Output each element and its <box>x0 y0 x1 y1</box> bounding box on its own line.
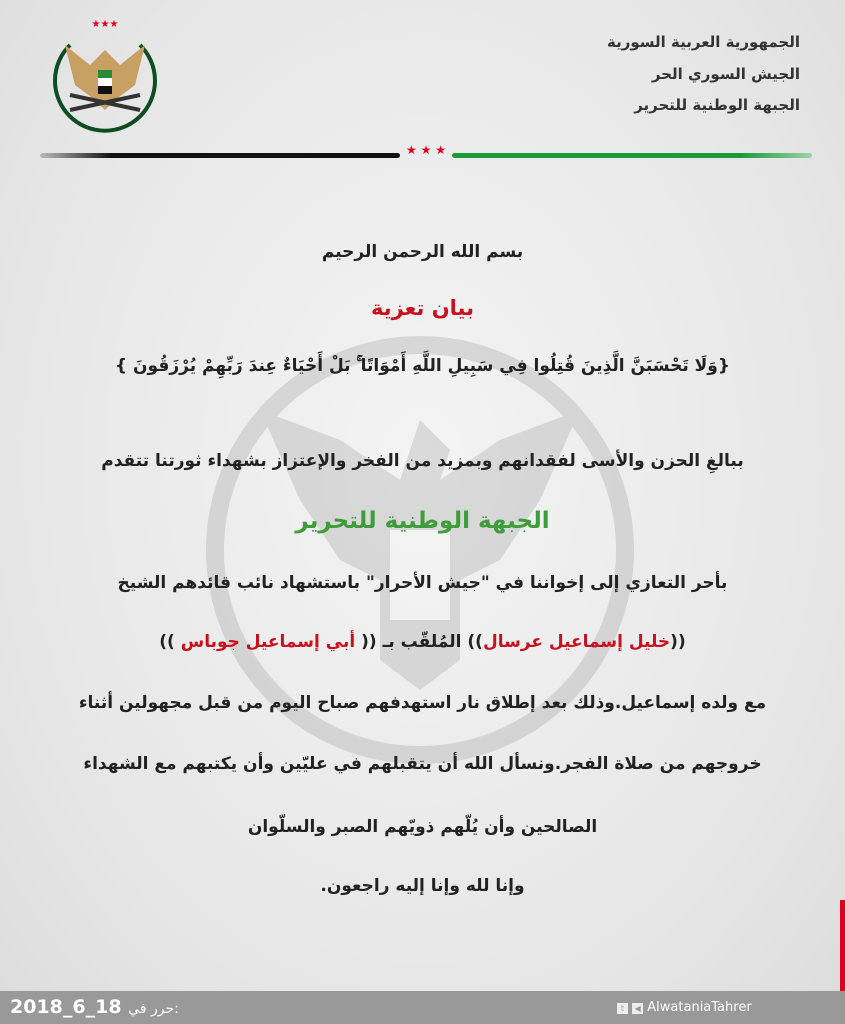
footer-bar <box>0 991 845 1024</box>
basmala: بسم الله الرحمن الرحيم <box>321 242 524 262</box>
statement-title: بيان تعزية <box>370 296 474 320</box>
stars-icon: ★ ★ ★ <box>406 143 446 157</box>
logo-emblem <box>50 15 160 135</box>
footer-date: 2018_6_18 <box>10 996 122 1018</box>
name-open: (( <box>670 632 686 652</box>
header-line-republic: الجمهورية العربية السورية <box>607 33 800 51</box>
martyr-name-line <box>0 632 845 652</box>
martyr-nickname: أبي إسماعيل جوباس <box>180 632 356 652</box>
name-close: )) <box>467 632 483 652</box>
divider-green <box>452 153 812 158</box>
intro-text: ببالغِ الحزن والأسى لفقدانهم وبمزيد من الفخر والإعتزاز بشهداء ثورتنا تتقدم <box>101 451 744 471</box>
header-line-front: الجبهة الوطنية للتحرير <box>634 96 800 114</box>
closing-text: وإنا لله وإنا إليه راجعون. <box>320 876 525 896</box>
paragraph-3: الصالحين وأن يُلّهم ذويّهم الصبر والسلّوان <box>247 817 598 837</box>
svg-text:★★★: ★★★ <box>91 19 119 30</box>
nickname-label: المُلقّب بـ <box>376 632 468 652</box>
footer-date-block <box>10 996 179 1018</box>
nick-open: (( <box>355 632 377 652</box>
quran-verse: {وَلَا تَحْسَبَنَّ الَّذِينَ قُتِلُوا فِي سَبِيلِ اللَّهِ أَمْوَاتًا ۚ بَلْ أَحْيَاءٌ عِندَ رَبِّهِمْ يُرْزَقُونَ } <box>115 356 730 376</box>
nick-close: )) <box>159 632 181 652</box>
footer-date-label: حرر في: <box>128 1001 179 1017</box>
condolence-text: بأحر التعازي إلى إخواننا في "جيش الأحرار" باستشهاد نائب قائدهم الشيخ <box>117 573 728 593</box>
footer-handle: AlwataniaTahrer <box>647 1000 752 1015</box>
paragraph-1: مع ولده إسماعيل.وذلك بعد إطلاق نار استهدفهم صباح اليوم من قبل مجهولين أثناء <box>78 693 767 713</box>
paragraph-2: خروجهم من صلاة الفجر.ونسأل الله أن يتقبلهم في عليّين وأن يكتبهم مع الشهداء <box>83 754 762 774</box>
telegram-icon: ◀ <box>632 1003 643 1014</box>
martyr-name: خليل إسماعيل عرسال <box>482 632 671 652</box>
divider-black <box>40 153 400 158</box>
footer-social <box>617 1000 752 1015</box>
header-line-army: الجيش السوري الحر <box>651 65 800 83</box>
twitter-icon: t <box>617 1003 628 1014</box>
organization-name: الجبهة الوطنية للتحرير <box>295 508 550 534</box>
